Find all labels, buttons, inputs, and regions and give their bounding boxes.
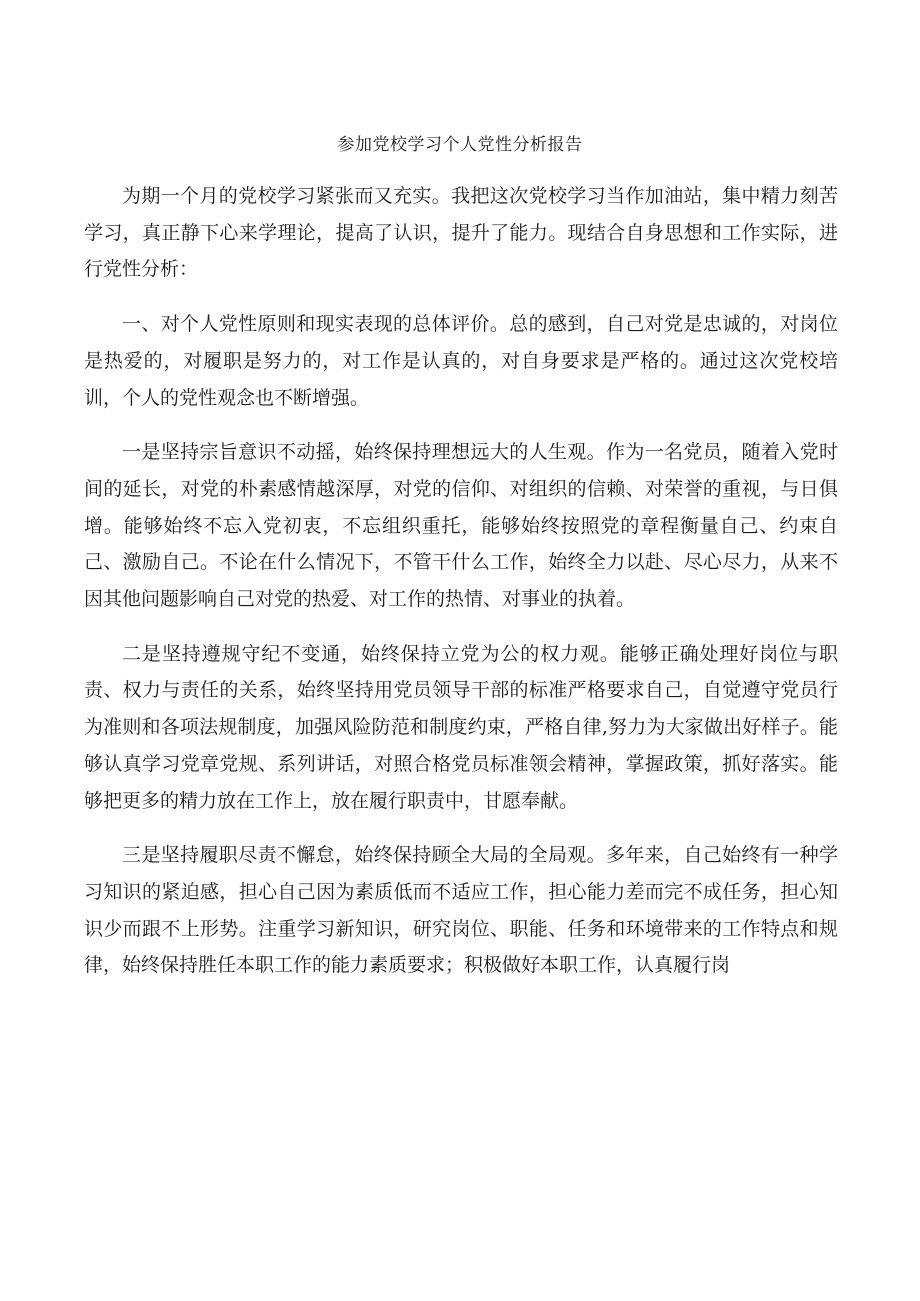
- paragraph-point-two: 二是坚持遵规守纪不变通，始终保持立党为公的权力观。能够正确处理好岗位与职责、权力与责任的关系，始终坚持用党员领导干部的标准严格要求自己，自觉遵守党员行为准则和各项法规制度，加强风险防范和制度约束，严格自律,努力为大家做出好样子。能够认真学习党章党规、系列讲话，对照合格党员标准领会精神，掌握政策，抓好落实。能够把更多的精力放在工作上，放在履行职责中，甘愿奉献。: [84, 642, 838, 812]
- paragraph-overall-evaluation: 一、对个人党性原则和现实表现的总体评价。总的感到，自己对党是忠诚的，对岗位是热爱的，对履职是努力的，对工作是认真的，对自身要求是严格的。通过这次党校培训，个人的党性观念也不断增强。: [84, 313, 838, 409]
- document-body: [84, 178, 838, 1002]
- paragraph-point-one: 一是坚持宗旨意识不动摇，始终保持理想远大的人生观。作为一名党员，随着入党时间的延长，对党的朴素感情越深厚，对党的信仰、对组织的信赖、对荣誉的重视，与日俱增。能够始终不忘入党初衷，不忘组织重托，能够始终按照党的章程衡量自己、约束自己、激励自己。不论在什么情况下，不管干什么工作，始终全力以赴、尽心尽力，从来不因其他问题影响自己对党的热爱、对工作的热情、对事业的执着。: [84, 441, 838, 611]
- paragraph-intro: 为期一个月的党校学习紧张而又充实。我把这次党校学习当作加油站，集中精力刻苦学习，真正静下心来学理论，提高了认识，提升了能力。现结合自身思想和工作实际，进行党性分析：: [84, 185, 838, 281]
- document-title: 参加党校学习个人党性分析报告: [337, 135, 583, 155]
- paragraph-point-three: 三是坚持履职尽责不懈怠，始终保持顾全大局的全局观。多年来，自己始终有一种学习知识的紧迫感，担心自己因为素质低而不适应工作，担心能力差而完不成任务，担心知识少而跟不上形势。注重学习新知识，研究岗位、职能、任务和环境带来的工作特点和规律，始终保持胜任本职工作的能力素质要求；积极做好本职工作，认真履行岗: [84, 844, 838, 977]
